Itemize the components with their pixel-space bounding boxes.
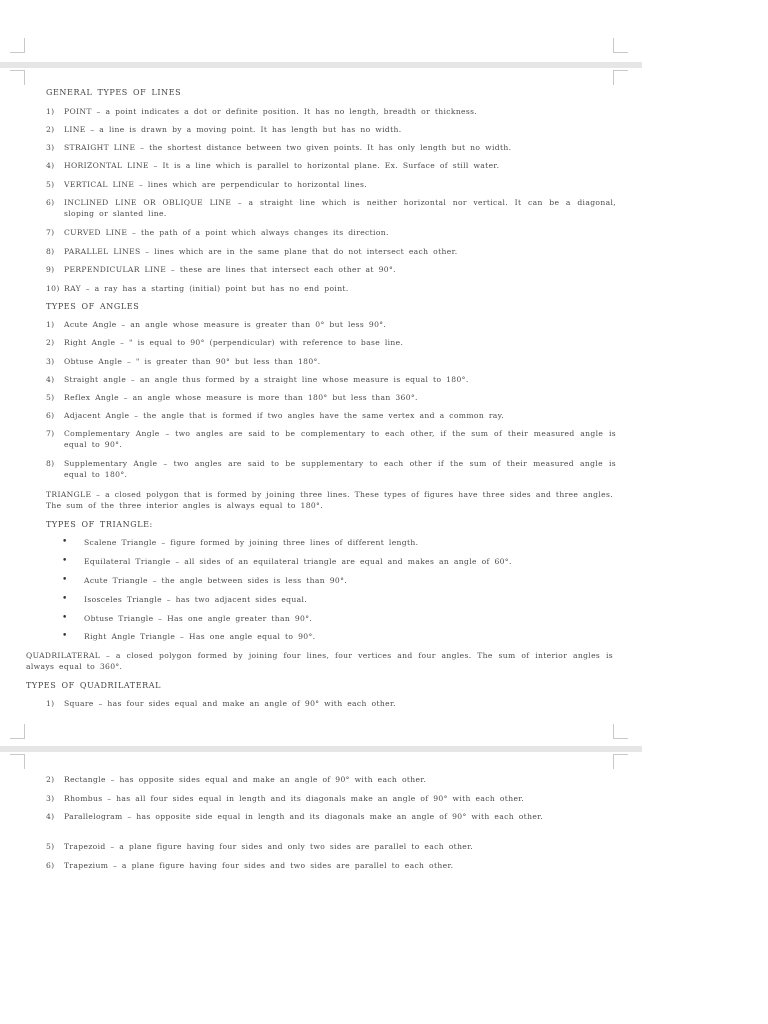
bullet-icon: • xyxy=(62,575,68,585)
item-number: 1) xyxy=(46,320,55,329)
item-text: Rhombus – has all four sides equal in length and its diagonals make an angle of 90° with each other. xyxy=(64,794,525,803)
item-text: PERPENDICULAR LINE – these are lines that intersect each other at 90°. xyxy=(64,265,396,274)
page-main xyxy=(0,68,642,746)
item-text: Complementary Angle – two angles are said to be complementary to each other, if the sum of their measured angle is equal to 90°. xyxy=(64,429,616,449)
list-item xyxy=(62,556,612,567)
item-text: INCLINED LINE OR OBLIQUE LINE – a straight line which is neither horizontal nor vertical. It can be a diagonal, sloping or slanted line. xyxy=(64,198,616,218)
item-text: Trapezium – a plane figure having four sides and two sides are parallel to each other. xyxy=(64,861,454,870)
item-text: Right Angle – " is equal to 90° (perpendicular) with reference to base line. xyxy=(64,338,404,347)
list-item xyxy=(46,392,616,403)
item-text: LINE – a line is drawn by a moving point. It has length but has no width. xyxy=(64,125,402,134)
item-number: 1) xyxy=(46,107,55,116)
list-item xyxy=(46,374,616,385)
list-item xyxy=(46,410,616,421)
list-item xyxy=(46,860,616,871)
item-text: Acute Triangle – the angle between sides is less than 90°. xyxy=(84,576,348,585)
section-heading-lines: GENERAL TYPES OF LINES xyxy=(46,88,182,97)
item-number: 2) xyxy=(46,125,55,134)
item-number: 1) xyxy=(46,699,55,708)
list-item xyxy=(46,356,616,367)
crop-mark xyxy=(10,70,25,85)
list-item xyxy=(46,160,616,171)
list-item xyxy=(46,698,616,709)
section-heading-angles: TYPES OF ANGLES xyxy=(46,302,140,311)
crop-mark xyxy=(613,38,628,53)
list-item xyxy=(46,264,616,275)
item-text: Obtuse Angle – " is greater than 90° but less than 180°. xyxy=(64,357,321,366)
bullet-icon: • xyxy=(62,537,68,547)
item-text: Rectangle – has opposite sides equal and make an angle of 90° with each other. xyxy=(64,775,427,784)
page-top-sliver xyxy=(0,0,642,62)
list-item xyxy=(62,631,612,642)
list-item xyxy=(46,811,616,822)
item-number: 6) xyxy=(46,411,55,420)
list-item xyxy=(46,841,616,852)
list-item xyxy=(62,613,612,624)
item-number: 4) xyxy=(46,812,55,821)
item-number: 5) xyxy=(46,393,55,402)
item-text: Square – has four sides equal and make an angle of 90° with each other. xyxy=(64,699,396,708)
list-item xyxy=(46,179,616,190)
item-number: 6) xyxy=(46,861,55,870)
item-number: 5) xyxy=(46,842,55,851)
item-text: Reflex Angle – an angle whose measure is more than 180° but less than 360°. xyxy=(64,393,418,402)
list-item xyxy=(46,227,616,238)
item-number: 4) xyxy=(46,161,55,170)
item-number: 5) xyxy=(46,180,55,189)
item-text: Parallelogram – has opposite side equal in length and its diagonals make an angle of 90° with each other. xyxy=(64,812,544,821)
list-item xyxy=(62,594,612,605)
bullet-icon: • xyxy=(62,631,68,641)
crop-mark xyxy=(613,724,628,739)
item-text: Straight angle – an angle thus formed by a straight line whose measure is equal to 180°. xyxy=(64,375,469,384)
crop-mark xyxy=(613,754,628,769)
crop-mark xyxy=(613,70,628,85)
item-text: Right Angle Triangle – Has one angle equal to 90°. xyxy=(84,632,316,641)
crop-mark xyxy=(10,754,25,769)
item-number: 4) xyxy=(46,375,55,384)
item-text: CURVED LINE – the path of a point which always changes its direction. xyxy=(64,228,389,237)
section-heading-triangle: TYPES OF TRIANGLE: xyxy=(46,520,153,529)
page-bottom xyxy=(0,752,642,1024)
item-text: Obtuse Triangle – Has one angle greater than 90°. xyxy=(84,614,313,623)
item-text: Adjacent Angle – the angle that is formed if two angles have the same vertex and a common ray. xyxy=(64,411,505,420)
list-item xyxy=(46,337,616,348)
item-number: 7) xyxy=(46,228,55,237)
item-number: 7) xyxy=(46,429,55,438)
item-number: 3) xyxy=(46,794,55,803)
item-text: POINT – a point indicates a dot or definite position. It has no length, breadth or thickness. xyxy=(64,107,478,116)
list-item xyxy=(62,575,612,586)
item-number: 3) xyxy=(46,357,55,366)
item-number: 2) xyxy=(46,775,55,784)
crop-mark xyxy=(10,38,25,53)
list-item xyxy=(46,428,616,450)
item-number: 8) xyxy=(46,459,55,468)
item-number: 2) xyxy=(46,338,55,347)
list-item xyxy=(46,246,616,257)
list-item xyxy=(46,319,616,330)
item-text: STRAIGHT LINE – the shortest distance between two given points. It has only length but no width. xyxy=(64,143,512,152)
crop-mark xyxy=(10,724,25,739)
list-item xyxy=(46,283,616,294)
list-item xyxy=(46,142,616,153)
triangle-definition: TRIANGLE – a closed polygon that is formed by joining three lines. These types of figures have three sides and three angles. The sum of the three interior angles is always equal to 180°. xyxy=(46,490,613,510)
item-text: RAY – a ray has a starting (initial) point but has no end point. xyxy=(64,284,349,293)
item-number: 6) xyxy=(46,198,55,207)
item-text: Isosceles Triangle – has two adjacent sides equal. xyxy=(84,595,308,604)
quadrilateral-definition: QUADRILATERAL – a closed polygon formed by joining four lines, four vertices and four angles. The sum of interior angles is always equal to 360°. xyxy=(26,651,613,671)
item-number: 9) xyxy=(46,265,55,274)
list-item xyxy=(46,106,616,117)
item-text: Trapezoid – a plane figure having four sides and only two sides are parallel to each other. xyxy=(64,842,474,851)
item-number: 10) xyxy=(46,284,60,293)
item-text: PARALLEL LINES – lines which are in the same plane that do not intersect each other. xyxy=(64,247,458,256)
item-text: Acute Angle – an angle whose measure is greater than 0° but less 90°. xyxy=(64,320,387,329)
item-text: Scalene Triangle – figure formed by joining three lines of different length. xyxy=(84,538,419,547)
list-item xyxy=(46,124,616,135)
list-item xyxy=(46,774,616,785)
bullet-icon: • xyxy=(62,594,68,604)
item-number: 3) xyxy=(46,143,55,152)
item-text: Equilateral Triangle – all sides of an equilateral triangle are equal and makes an angle of 60°. xyxy=(84,557,512,566)
section-heading-quadrilateral: TYPES OF QUADRILATERAL xyxy=(26,681,162,690)
item-text: VERTICAL LINE – lines which are perpendicular to horizontal lines. xyxy=(64,180,368,189)
list-item xyxy=(62,537,612,548)
item-number: 8) xyxy=(46,247,55,256)
list-item xyxy=(46,458,616,480)
item-text: HORIZONTAL LINE – It is a line which is parallel to horizontal plane. Ex. Surface of still water. xyxy=(64,161,500,170)
bullet-icon: • xyxy=(62,613,68,623)
list-item xyxy=(46,197,616,219)
bullet-icon: • xyxy=(62,556,68,566)
item-text: Supplementary Angle – two angles are said to be supplementary to each other if the sum of their measured angle is equal to 180°. xyxy=(64,459,616,479)
list-item xyxy=(46,793,616,804)
